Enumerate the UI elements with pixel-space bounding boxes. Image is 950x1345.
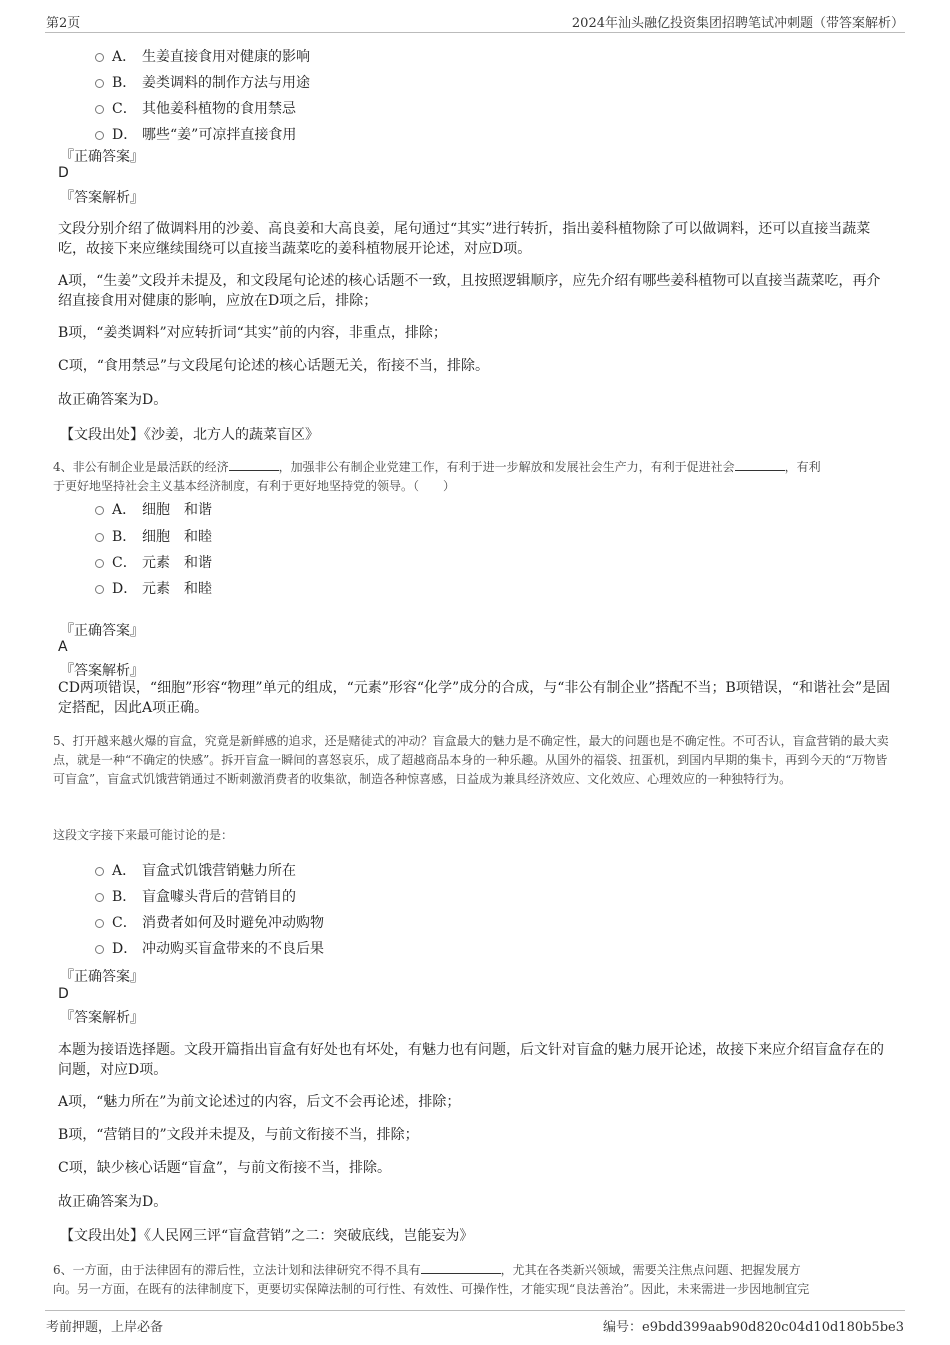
q4-option-d[interactable]: D． 元素 和睦 xyxy=(95,579,212,599)
q5-prompt: 这段文字接下来最可能讨论的是： xyxy=(53,828,234,842)
q5-analysis-p3: B项，“营销目的”文段并未提及，与前文衔接不当，排除； xyxy=(58,1127,419,1143)
q3-option-d[interactable]: D． 哪些“姜”可凉拌直接食用 xyxy=(95,125,296,145)
radio-icon[interactable] xyxy=(95,893,104,902)
footer-rule xyxy=(45,1310,905,1311)
q3-analysis-p1: 文段分别介绍了做调料用的沙姜、高良姜和大高良姜，尾句通过“其实”进行转折，指出姜科植物除了可以做调料，还可以直接当蔬菜吃，故接下来应继续围绕可以直接当蔬菜吃的姜科植物展开论述，对应D项。 xyxy=(58,221,871,257)
radio-icon[interactable] xyxy=(95,585,104,594)
q3-option-c[interactable]: C． 其他姜科植物的食用禁忌 xyxy=(95,99,296,119)
q3-answer: D xyxy=(58,165,69,181)
q6-stem: 6、一方面，由于法律固有的滞后性，立法计划和法律研究不得不具有 ，尤其在各类新兴领域，需要关注焦点问题、把握发展方 向。另一方面，在既有的法律制度下，更要切实保障法制的可行性、有效性、可操作性，才能实现“良法善治”。因此，未来需进一步因地制宜完 xyxy=(53,1263,810,1296)
q5-correct-answer-label: 『正确答案』 xyxy=(60,969,144,985)
document-id: 编号：e9bdd399aab90d820c04d10d180b5be3 xyxy=(603,1320,904,1335)
radio-icon[interactable] xyxy=(95,506,104,515)
q4-analysis: CD两项错误，“细胞”形容“物理”单元的组成，“元素”形容“化学”成分的合成，与“非公有制企业”搭配不当；B项错误，“和谐社会”是固定搭配，因此A项正确。 xyxy=(58,680,891,716)
q4-option-c[interactable]: C． 元素 和谐 xyxy=(95,553,212,573)
q3-analysis-label: 『答案解析』 xyxy=(60,190,144,206)
q4-answer: A xyxy=(58,639,68,655)
radio-icon[interactable] xyxy=(95,559,104,568)
footer-slogan: 考前押题，上岸必备 xyxy=(46,1320,164,1335)
document-title: 2024年汕头融亿投资集团招聘笔试冲刺题（带答案解析） xyxy=(571,16,904,31)
q4-stem: 4、非公有制企业是最活跃的经济 ，加强非公有制企业党建工作，有利于进一步解放和发展社会生产力，有利于促进社会 ，有利 于更好地坚持社会主义基本经济制度，有利于更好地坚持党的领导。（ ） xyxy=(53,460,821,493)
radio-icon[interactable] xyxy=(95,533,104,542)
q4-option-b[interactable]: B． 细胞 和睦 xyxy=(95,527,212,547)
q4-correct-answer-label: 『正确答案』 xyxy=(60,623,144,639)
q3-analysis-p2: A项，“生姜”文段并未提及，和文段尾句论述的核心话题不一致，且按照逻辑顺序，应先介绍有哪些姜科植物可以直接当蔬菜吃，再介绍直接食用对健康的影响，应放在D项之后，排除； xyxy=(58,273,881,309)
q5-analysis-p2: A项，“魅力所在”为前文论述过的内容，后文不会再论述，排除； xyxy=(58,1094,461,1110)
q3-source: 【文段出处】《沙姜，北方人的蔬菜盲区》 xyxy=(60,427,319,443)
page-number: 第2页 xyxy=(46,16,81,31)
q3-option-a[interactable]: A． 生姜直接食用对健康的影响 xyxy=(95,47,310,67)
q5-option-c[interactable]: C． 消费者如何及时避免冲动购物 xyxy=(95,913,324,933)
q5-analysis-p1: 本题为接语选择题。文段开篇指出盲盒有好处也有坏处，有魅力也有问题，后文针对盲盒的魅力展开论述，故接下来应介绍盲盒存在的问题，对应D项。 xyxy=(58,1042,884,1078)
fill-blank[interactable] xyxy=(421,1261,501,1274)
q5-option-b[interactable]: B． 盲盒噱头背后的营销目的 xyxy=(95,887,296,907)
radio-icon[interactable] xyxy=(95,919,104,928)
q5-analysis-label: 『答案解析』 xyxy=(60,1010,144,1026)
q3-option-b[interactable]: B． 姜类调料的制作方法与用途 xyxy=(95,73,310,93)
q4-analysis-label: 『答案解析』 xyxy=(60,663,144,679)
radio-icon[interactable] xyxy=(95,945,104,954)
q3-correct-answer-label: 『正确答案』 xyxy=(60,149,144,165)
q5-analysis-p4: C项，缺少核心话题“盲盒”，与前文衔接不当，排除。 xyxy=(58,1160,392,1176)
q5-option-a[interactable]: A． 盲盒式饥饿营销魅力所在 xyxy=(95,861,296,881)
header-rule xyxy=(45,32,905,33)
q5-option-d[interactable]: D． 冲动购买盲盒带来的不良后果 xyxy=(95,939,324,959)
radio-icon[interactable] xyxy=(95,131,104,140)
fill-blank[interactable] xyxy=(229,458,279,471)
radio-icon[interactable] xyxy=(95,867,104,876)
radio-icon[interactable] xyxy=(95,53,104,62)
radio-icon[interactable] xyxy=(95,79,104,88)
q3-analysis-p5: 故正确答案为D。 xyxy=(58,392,168,408)
radio-icon[interactable] xyxy=(95,105,104,114)
q5-answer: D xyxy=(58,986,69,1002)
fill-blank[interactable] xyxy=(735,458,785,471)
q4-option-a[interactable]: A． 细胞 和谐 xyxy=(95,500,212,520)
q5-stem: 5、打开越来越火爆的盲盒，究竟是新鲜感的追求，还是赌徒式的冲动？盲盒最大的魅力是不确定性，最大的问题也是不确定性。不可否认，盲盒营销的最大卖点，就是一种“不确定的快感”。拆开盲盒一瞬间的喜怒哀乐，成了超越商品本身的一种乐趣。从国外的福袋、扭蛋机，到国内早期的集卡，再到今天的“万物皆可盲盒”，盲盒式饥饿营销通过不断刺激消费者的收集欲，制造各种惊喜感，日益成为兼具经济效应、文化效应、心理效应的一种独特行为。 xyxy=(53,734,889,786)
q5-analysis-p5: 故正确答案为D。 xyxy=(58,1194,168,1210)
q5-source: 【文段出处】《人民网三评“盲盒营销”之二：突破底线，岂能妄为》 xyxy=(60,1228,474,1244)
q3-analysis-p3: B项，“姜类调料”对应转折词“其实”前的内容，非重点，排除； xyxy=(58,325,447,341)
q3-analysis-p4: C项，“食用禁忌”与文段尾句论述的核心话题无关，衔接不当，排除。 xyxy=(58,358,490,374)
